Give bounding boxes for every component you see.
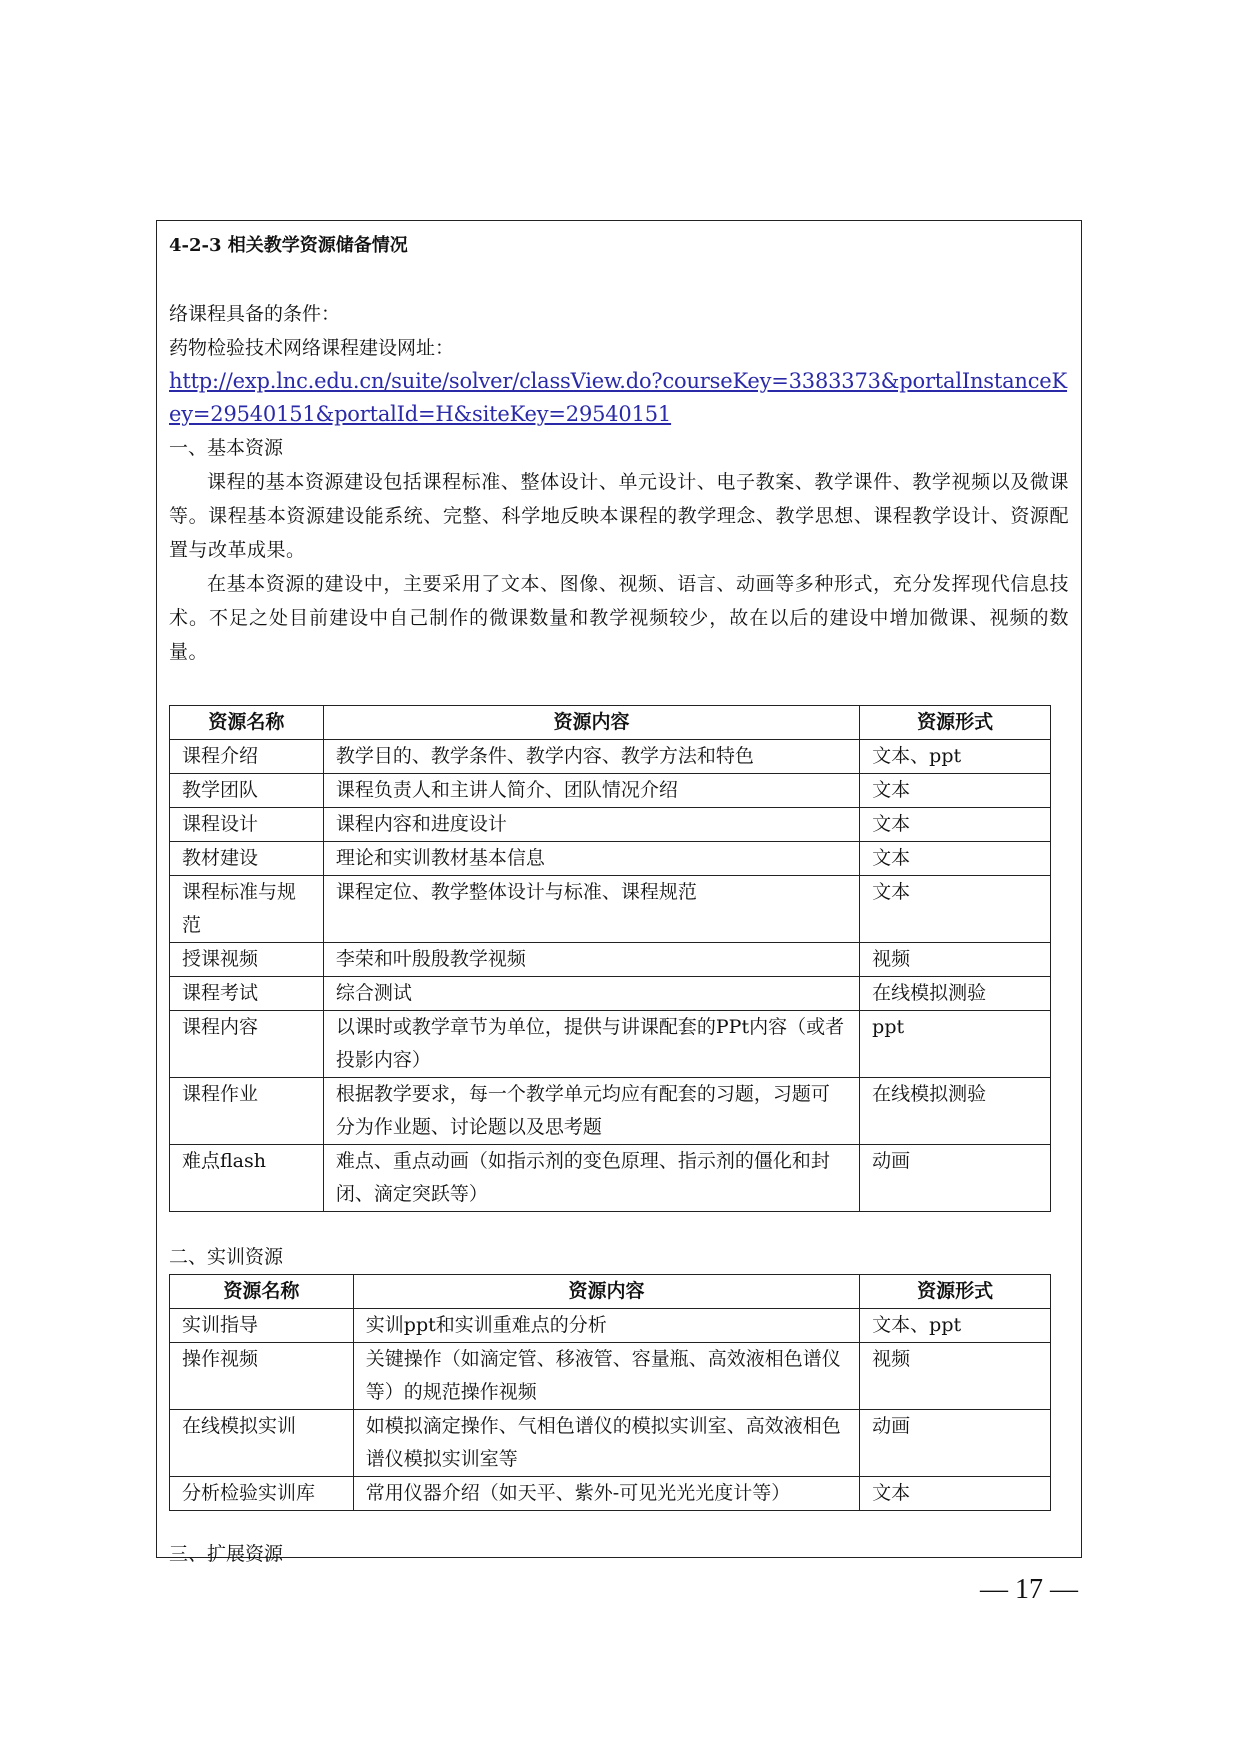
- cell-name: 操作视频: [170, 1343, 354, 1410]
- cell-format: 视频: [860, 943, 1051, 977]
- spacer: [169, 263, 1069, 297]
- table-row: [170, 943, 1051, 977]
- cell-name: 教学团队: [170, 774, 324, 808]
- url-label: 药物检验技术网络课程建设网址：: [169, 337, 455, 359]
- table-row: [170, 842, 1051, 876]
- basic-resources-paragraph-2: 在基本资源的建设中，主要采用了文本、图像、视频、语言、动画等多种形式，充分发挥现代信息技术。不足之处目前建设中自己制作的微课数量和教学视频较少，故在以后的建设中增加微课、视频的数量。: [169, 573, 1069, 663]
- cell-content: 综合测试: [323, 977, 859, 1011]
- cell-content: 课程内容和进度设计: [323, 808, 859, 842]
- cell-name: 课程内容: [170, 1011, 324, 1078]
- table-row: [170, 1011, 1051, 1078]
- header-resource-format: 资源形式: [860, 706, 1051, 740]
- page-number: — 17 —: [980, 1574, 1078, 1605]
- table-row: [170, 1078, 1051, 1145]
- cell-name: 实训指导: [170, 1309, 354, 1343]
- course-url-link[interactable]: http://exp.lnc.edu.cn/suite/solver/classView.do?courseKey=3383373&portalInstanceKey=29540151&portalId=H&siteKey=29540151: [169, 369, 1068, 426]
- cell-format: 动画: [860, 1145, 1051, 1212]
- cell-format: 文本、ppt: [860, 740, 1051, 774]
- cell-name: 课程设计: [170, 808, 324, 842]
- document-frame: [156, 220, 1082, 1565]
- extended-resources-title: 三、扩展资源: [169, 1543, 284, 1565]
- cell-format: 视频: [860, 1343, 1051, 1410]
- conditions-label: 络课程具备的条件：: [169, 303, 341, 325]
- table-row: [170, 1477, 1051, 1511]
- cell-name: 分析检验实训库: [170, 1477, 354, 1511]
- cell-content: 以课时或教学章节为单位，提供与讲课配套的PPt内容（或者投影内容）: [323, 1011, 859, 1078]
- cell-format: 文本、ppt: [860, 1309, 1051, 1343]
- spacer: [169, 1212, 1069, 1240]
- table-row: [170, 876, 1051, 943]
- cell-format: 动画: [860, 1410, 1051, 1477]
- cell-content: 课程负责人和主讲人简介、团队情况介绍: [323, 774, 859, 808]
- cell-content: 根据教学要求，每一个教学单元均应有配套的习题，习题可分为作业题、讨论题以及思考题: [323, 1078, 859, 1145]
- cell-name: 课程作业: [170, 1078, 324, 1145]
- cell-format: 文本: [860, 876, 1051, 943]
- table-row: [170, 1309, 1051, 1343]
- basic-resources-table: [169, 705, 1051, 1212]
- cell-name: 难点flash: [170, 1145, 324, 1212]
- table-row: [170, 740, 1051, 774]
- table-row: [170, 1343, 1051, 1410]
- basic-resources-title: 一、基本资源: [169, 437, 284, 459]
- cell-format: 在线模拟测验: [860, 977, 1051, 1011]
- cell-content: 难点、重点动画（如指示剂的变色原理、指示剂的僵化和封闭、滴定突跃等）: [323, 1145, 859, 1212]
- table-row: [170, 977, 1051, 1011]
- table-row: [170, 1410, 1051, 1477]
- header-resource-name: 资源名称: [170, 1275, 354, 1309]
- cell-content: 常用仪器介绍（如天平、紫外-可见光光光度计等）: [353, 1477, 859, 1511]
- cell-format: 文本: [860, 808, 1051, 842]
- cell-format: 在线模拟测验: [860, 1078, 1051, 1145]
- training-resources-table: [169, 1274, 1051, 1511]
- cell-format: 文本: [860, 774, 1051, 808]
- header-resource-name: 资源名称: [170, 706, 324, 740]
- cell-name: 课程介绍: [170, 740, 324, 774]
- cell-format: 文本: [860, 1477, 1051, 1511]
- table-row: [170, 774, 1051, 808]
- cell-name: 教材建设: [170, 842, 324, 876]
- cell-content: 关键操作（如滴定管、移液管、容量瓶、高效液相色谱仪等）的规范操作视频: [353, 1343, 859, 1410]
- header-resource-content: 资源内容: [323, 706, 859, 740]
- section-heading: 4-2-3 相关教学资源储备情况: [169, 235, 408, 256]
- cell-name: 在线模拟实训: [170, 1410, 354, 1477]
- cell-name: 课程标准与规范: [170, 876, 324, 943]
- training-resources-title: 二、实训资源: [169, 1246, 284, 1268]
- cell-content: 课程定位、教学整体设计与标准、课程规范: [323, 876, 859, 943]
- spacer: [169, 1511, 1069, 1537]
- cell-name: 课程考试: [170, 977, 324, 1011]
- spacer: [169, 669, 1069, 705]
- table-row: [170, 808, 1051, 842]
- header-resource-content: 资源内容: [353, 1275, 859, 1309]
- cell-content: 教学目的、教学条件、教学内容、教学方法和特色: [323, 740, 859, 774]
- cell-content: 如模拟滴定操作、气相色谱仪的模拟实训室、高效液相色谱仪模拟实训室等: [353, 1410, 859, 1477]
- header-resource-format: 资源形式: [860, 1275, 1051, 1309]
- cell-content: 李荣和叶殷殷教学视频: [323, 943, 859, 977]
- cell-name: 授课视频: [170, 943, 324, 977]
- document-content: [169, 229, 1069, 1571]
- cell-format: 文本: [860, 842, 1051, 876]
- cell-content: 理论和实训教材基本信息: [323, 842, 859, 876]
- table-row: [170, 1145, 1051, 1212]
- basic-resources-paragraph-1: 课程的基本资源建设包括课程标准、整体设计、单元设计、电子教案、教学课件、教学视频以及微课等。课程基本资源建设能系统、完整、科学地反映本课程的教学理念、教学思想、课程教学设计、资源配置与改革成果。: [169, 471, 1069, 561]
- cell-content: 实训ppt和实训重难点的分析: [353, 1309, 859, 1343]
- table-header-row: [170, 706, 1051, 740]
- cell-format: ppt: [860, 1011, 1051, 1078]
- table-header-row: [170, 1275, 1051, 1309]
